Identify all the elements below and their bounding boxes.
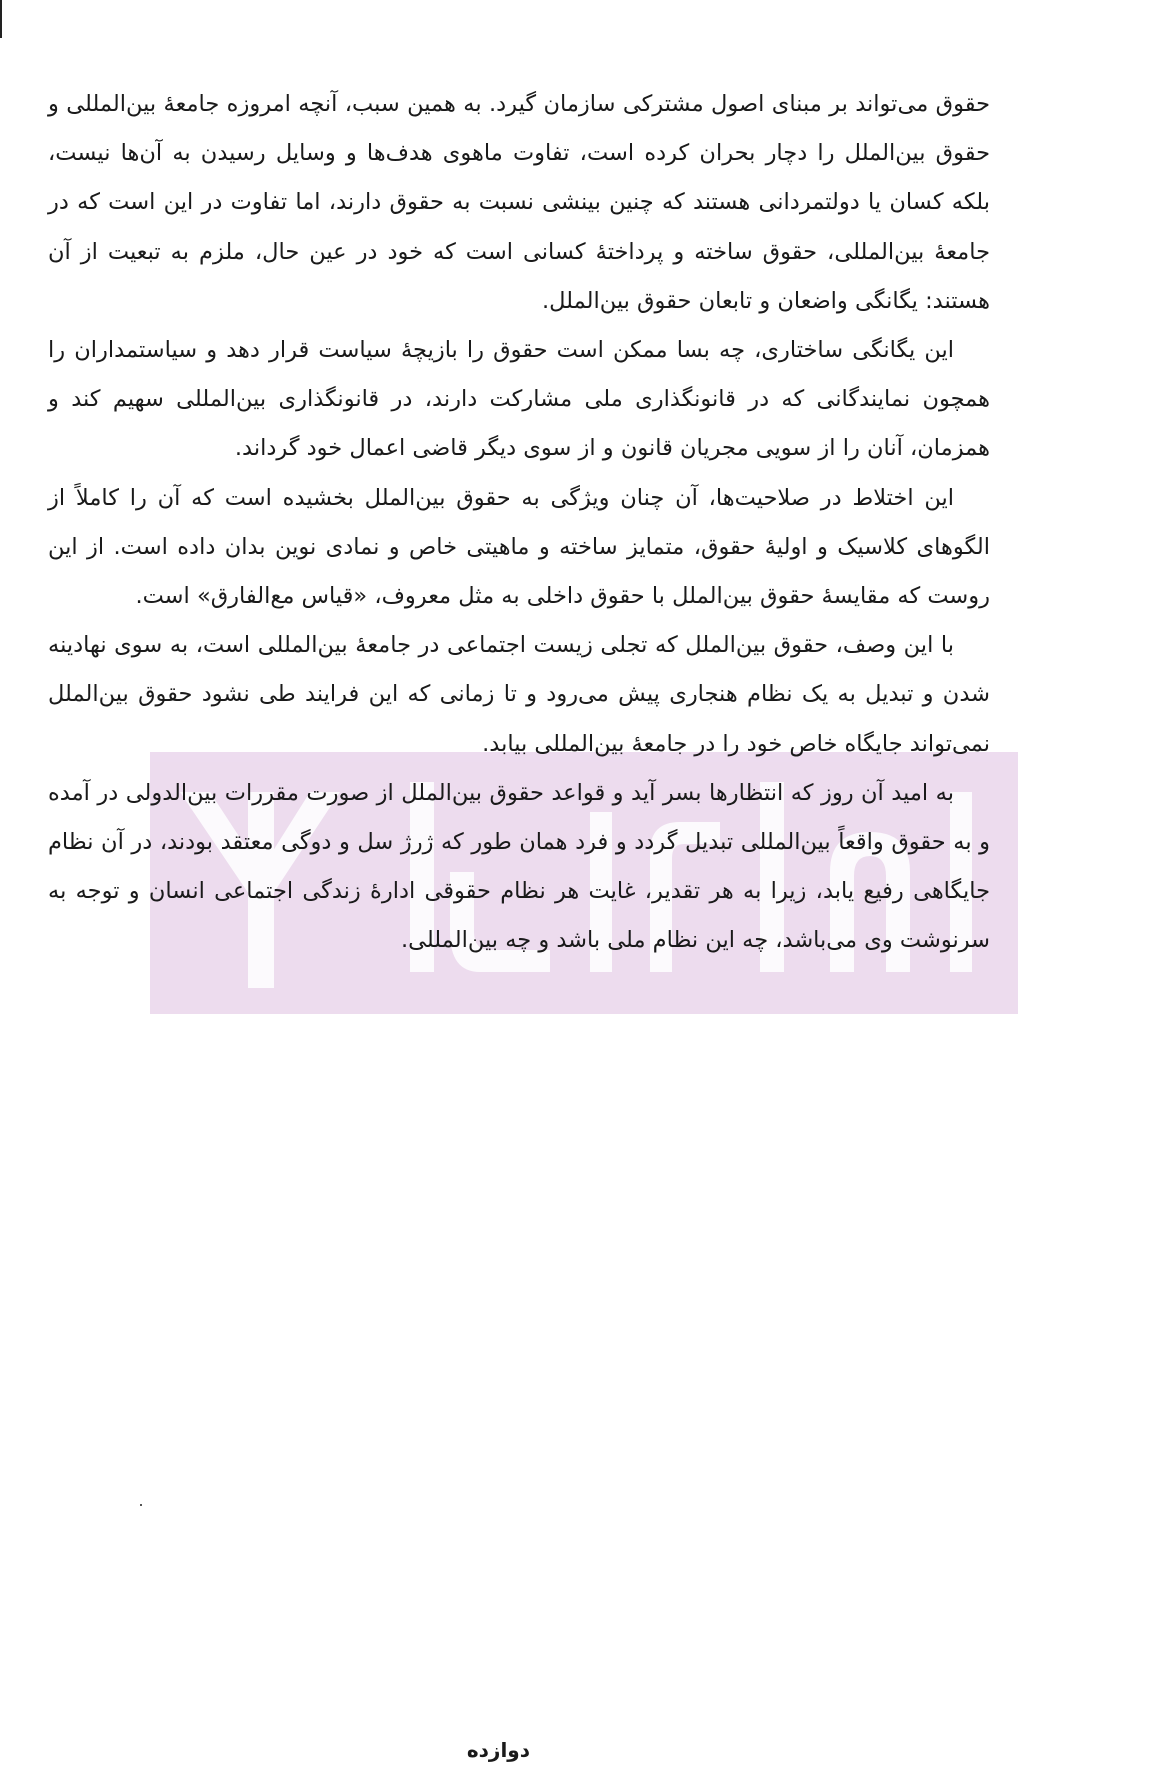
paragraph-1: حقوق می‌تواند بر مبنای اصول مشترکی سازمان گیرد. به همین سبب، آنچه امروزه جامعهٔ بین‌المللی و حقوق بین‌الملل را دچار بحران کرده است، تفاوت ماهوی هدف‌ها و وسایل رسیدن به آن‌ها نیست، بلکه کسان یا دولتمردانی هستند که چنین بینشی نسبت به حقوق دارند، اما تفاوت در این است که در جامعهٔ بین‌المللی، حقوق ساخته و پرداختهٔ کسانی است که خود در عین حال، ملزم به تبعیت از آن هستند: یگانگی واضعان و تابعان حقوق بین‌الملل. [48,91,990,314]
page-number: دوازده [466,1738,530,1762]
body-text [48,80,990,966]
paragraph-2: این یگانگی ساختاری، چه بسا ممکن است حقوق را بازیچهٔ سیاست قرار دهد و سیاستمداران را همچون نمایندگانی که در قانونگذاری ملی مشارکت دارند، در قانونگذاری بین‌المللی سهیم کند و همزمان، آنان را از سویی مجریان قانون و از سوی دیگر قاضی اعمال خود گرداند. [48,337,990,462]
stray-dot [140,1504,142,1506]
paragraph-5: به امید آن روز که انتظارها بسر آید و قواعد حقوق بین‌الملل از صورت مقررات بین‌الدولی در آمده و به حقوق واقعاً بین‌المللی تبدیل گردد و فرد همان طور که ژرژ سل و دوگی معتقد بودند، در آن نظام جایگاهی رفیع یابد، زیرا به هر تقدیر، غایت هر نظام حقوقی ادارهٔ زندگی اجتماعی انسان و توجه به سرنوشت وی می‌باشد، چه این نظام ملی باشد و چه بین‌المللی. [48,779,990,954]
paragraph-4: با این وصف، حقوق بین‌الملل که تجلی زیست اجتماعی در جامعهٔ بین‌المللی است، به سوی نهادینه شدن و تبدیل به یک نظام هنجاری پیش می‌رود و تا زمانی که این فرایند طی نشود حقوق بین‌الملل نمی‌تواند جایگاه خاص خود را در جامعهٔ بین‌المللی بیابد. [48,632,990,757]
scan-edge [0,0,2,38]
paragraph-3: این اختلاط در صلاحیت‌ها، آن چنان ویژگی به حقوق بین‌الملل بخشیده است که آن را کاملاً از الگوهای کلاسیک و اولیهٔ حقوق، متمایز ساخته و ماهیتی خاص و نمادی نوین بدان داده است. از این روست که مقایسهٔ حقوق بین‌الملل با حقوق داخلی به مثل معروف، «قیاس مع‌الفارق» است. [48,484,990,610]
